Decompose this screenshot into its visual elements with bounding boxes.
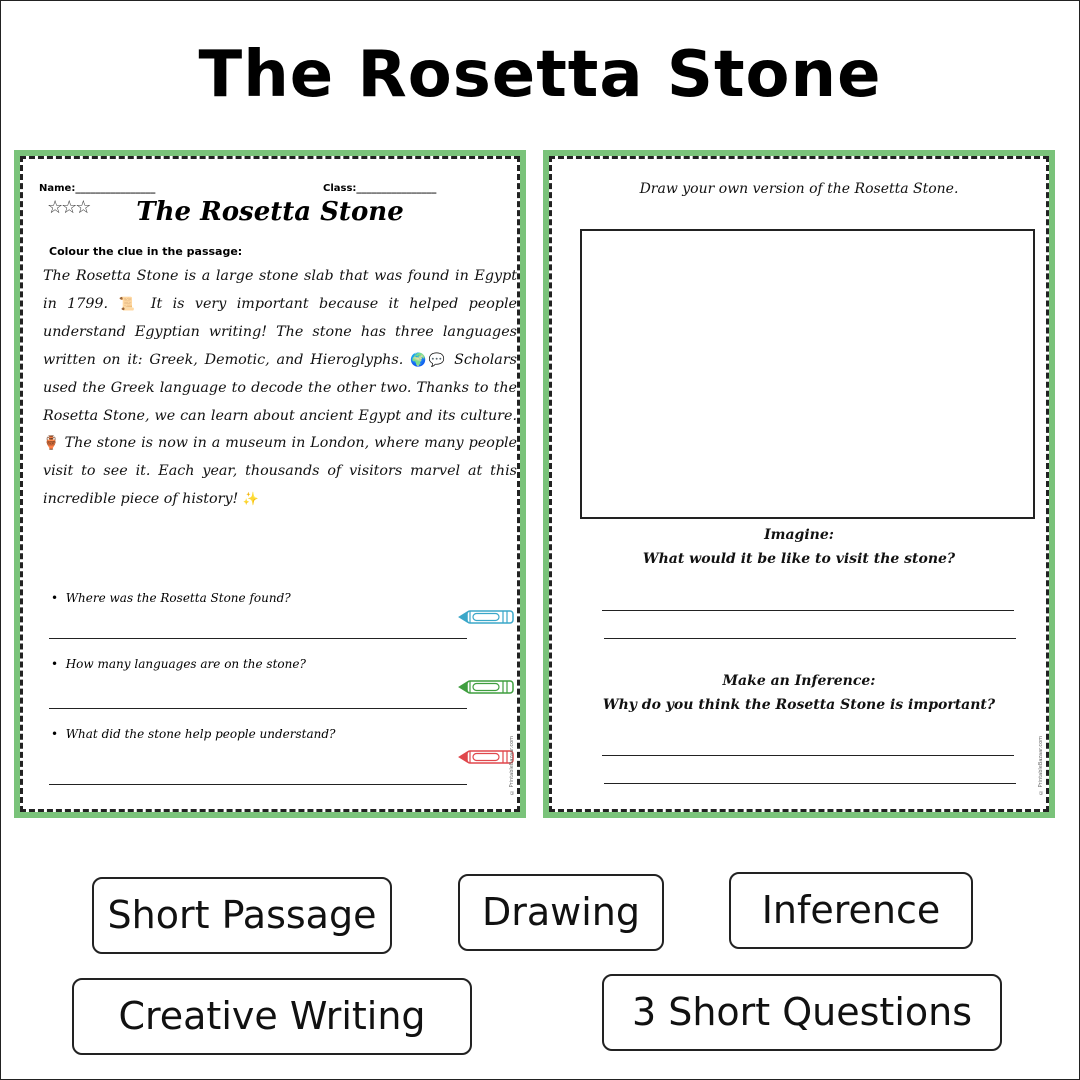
green-crayon-icon xyxy=(458,679,516,695)
answer-line-1 xyxy=(49,638,467,639)
inference-label: Make an Inference: xyxy=(722,673,876,689)
tag-3-short-questions: 3 Short Questions xyxy=(602,974,1002,1051)
passage-sentence: The stone is now in a museum in London, where many people visit to see it. Each year, thousands of visitors marvel at this incredible piece of history! xyxy=(43,435,518,508)
reading-worksheet xyxy=(14,150,526,818)
worksheet-title: The Rosetta Stone xyxy=(136,197,404,227)
question-2: • How many languages are on the stone? xyxy=(51,657,306,671)
drawing-worksheet-page xyxy=(549,156,1049,812)
name-field-label: Name:________________ xyxy=(39,183,156,194)
tag-inference: Inference xyxy=(729,872,973,949)
question-2-text: How many languages are on the stone? xyxy=(65,657,306,671)
imagine-question: What would it be like to visit the stone? xyxy=(642,551,956,567)
question-1: • Where was the Rosetta Stone found? xyxy=(51,591,291,605)
inference-answer-line-1 xyxy=(602,755,1014,756)
red-crayon-icon xyxy=(458,749,516,765)
question-3: • What did the stone help people understand? xyxy=(51,727,336,741)
passage-emoji-icon: ✨ xyxy=(242,492,260,508)
question-1-text: Where was the Rosetta Stone found? xyxy=(65,591,291,605)
passage-emoji-icon: 🏺 xyxy=(43,436,60,452)
tag-drawing: Drawing xyxy=(458,874,664,951)
inference-question: Why do you think the Rosetta Stone is important? xyxy=(602,697,996,713)
passage-sentence: It is very important because it helped people understand Egyptian writing! The stone has three languages written on it: Greek, Demotic, and Hieroglyphs. xyxy=(43,295,517,368)
passage-instruction: Colour the clue in the passage: xyxy=(49,245,243,258)
copyright-credit: © PrintableBazaar.com xyxy=(1038,736,1044,795)
drawing-worksheet xyxy=(543,150,1055,818)
page-title: The Rosetta Stone xyxy=(198,38,882,112)
answer-line-2 xyxy=(49,708,467,709)
passage-emoji-icon: 📜 xyxy=(118,296,141,312)
passage-emoji-icon: 🌍💬 xyxy=(410,352,448,368)
tag-short-passage: Short Passage xyxy=(92,877,392,954)
reading-worksheet-page xyxy=(20,156,520,812)
rating-stars-icon: ☆☆☆ xyxy=(47,197,90,218)
imagine-answer-line-1 xyxy=(602,610,1014,611)
inference-answer-line-2 xyxy=(604,783,1016,784)
question-3-text: What did the stone help people understand? xyxy=(65,727,336,741)
passage-sentence: Scholars used the Greek language to decode the other two. Thanks to the Rosetta Stone, we can learn about ancient Egypt and its culture. xyxy=(43,351,518,424)
imagine-answer-line-2 xyxy=(604,638,1016,639)
passage-sentence: The Rosetta Stone is a large stone slab that was found in Egypt in 1799. xyxy=(43,268,517,312)
answer-line-3 xyxy=(49,784,467,785)
drawing-box[interactable] xyxy=(580,229,1035,519)
reading-passage xyxy=(43,263,517,514)
tag-creative-writing: Creative Writing xyxy=(72,978,472,1055)
class-field-label: Class:________________ xyxy=(323,183,437,194)
draw-prompt: Draw your own version of the Rosetta Stone. xyxy=(639,181,959,197)
blue-crayon-icon xyxy=(458,609,516,625)
imagine-label: Imagine: xyxy=(764,527,834,543)
copyright-credit: © PrintableBazaar.com xyxy=(509,736,515,795)
